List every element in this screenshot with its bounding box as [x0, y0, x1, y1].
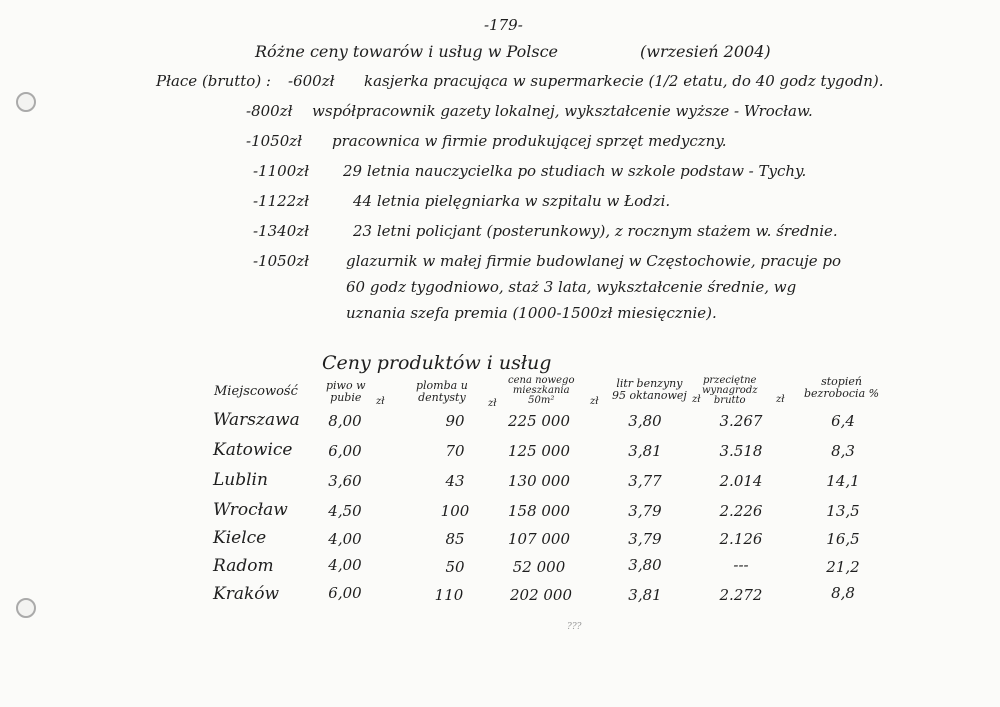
- cell-beer: 4,50: [328, 502, 362, 520]
- cell-flat: 158 000: [507, 502, 571, 520]
- cell-petrol: 3,80: [628, 412, 662, 430]
- page-title: Różne ceny towarów i usług w Polsce: [255, 42, 559, 61]
- wage-amount: -800zł: [246, 102, 293, 120]
- cell-beer: 8,00: [328, 412, 362, 430]
- col-header-line: wynagrodz: [702, 385, 758, 396]
- page-date: (wrzesień 2004): [640, 42, 771, 61]
- cell-petrol: 3,81: [628, 586, 662, 604]
- table-title: Ceny produktów i usług: [322, 352, 552, 374]
- cell-unemployment: 8,3: [831, 442, 855, 460]
- cell-beer: 6,00: [328, 442, 362, 460]
- cell-flat: 225 000: [507, 412, 571, 430]
- cell-city: Warszawa: [213, 410, 300, 430]
- cell-city: Wrocław: [213, 500, 288, 520]
- col-header-line: piwo w: [326, 379, 366, 392]
- wage-amount: -1050zł: [253, 252, 310, 270]
- col-header-line: litr benzyny: [616, 377, 683, 390]
- col-header-line: cena nowego: [508, 375, 575, 386]
- cell-flat: 130 000: [507, 472, 571, 490]
- cell-city: Lublin: [213, 470, 268, 490]
- col-header-line: dentysty: [418, 391, 466, 404]
- cell-unemployment: 6,4: [831, 412, 855, 430]
- cell-flat: 52 000: [512, 558, 566, 576]
- col-header-line: przeciętne: [703, 375, 757, 386]
- cell-wage: 2.126: [719, 530, 763, 548]
- page-number: -179-: [484, 16, 523, 34]
- cell-filling: 43: [445, 472, 465, 490]
- cell-petrol: 3,80: [628, 556, 662, 574]
- cell-beer: 4,00: [328, 530, 362, 548]
- wage-description: pracownica w firmie produkującej sprzęt medyczny.: [332, 132, 727, 150]
- wage-description: 29 letnia nauczycielka po studiach w szkole podstaw - Tychy.: [343, 162, 807, 180]
- cell-flat: 125 000: [507, 442, 571, 460]
- col-header-line: mieszkania: [512, 385, 570, 396]
- cell-flat: 107 000: [507, 530, 571, 548]
- cell-filling: 85: [445, 530, 465, 548]
- cell-filling: 70: [445, 442, 465, 460]
- wage-description: kasjerka pracująca w supermarkecie (1/2 etatu, do 40 godz tygodn).: [364, 72, 884, 90]
- cell-petrol: 3,77: [628, 472, 662, 490]
- cell-unemployment: 14,1: [826, 472, 860, 490]
- wages-lead: Płace (brutto) :: [156, 72, 271, 90]
- cell-wage: 2.014: [719, 472, 763, 490]
- cell-unemployment: 16,5: [826, 530, 860, 548]
- col-header-filling: [416, 380, 468, 404]
- cell-wage: ---: [733, 556, 749, 574]
- col-header-wage: [702, 376, 757, 406]
- cell-flat: 202 000: [509, 586, 573, 604]
- binder-hole-bottom: [16, 598, 36, 618]
- col-unit-beer: zł: [376, 396, 385, 407]
- wage-description: współpracownik gazety lokalnej, wykształcenie wyższe - Wrocław.: [312, 102, 813, 120]
- col-header-petrol: [612, 378, 687, 402]
- cell-city: Katowice: [213, 440, 293, 460]
- col-header-line: 50m²: [528, 395, 555, 406]
- wage-continuation: uznania szefa premia (1000-1500zł miesięcznie).: [346, 304, 717, 322]
- col-header-line: stopień: [821, 375, 862, 388]
- col-header-flat: [508, 376, 574, 406]
- wage-amount: -1100zł: [253, 162, 310, 180]
- cell-filling: 100: [440, 502, 470, 520]
- wage-amount: -1122zł: [253, 192, 310, 210]
- wage-amount: -1050zł: [246, 132, 303, 150]
- wage-amount: -1340zł: [253, 222, 310, 240]
- cell-wage: 3.518: [719, 442, 763, 460]
- wage-description: 23 letni policjant (posterunkowy), z rocznym stażem w. średnie.: [353, 222, 838, 240]
- cell-beer: 6,00: [328, 584, 362, 602]
- wage-amount: -600zł: [288, 72, 335, 90]
- cell-city: Radom: [213, 556, 274, 576]
- cell-filling: 50: [445, 558, 465, 576]
- col-header-beer: [326, 380, 366, 404]
- col-unit-filling: zł: [488, 398, 497, 409]
- cell-wage: 2.226: [719, 502, 763, 520]
- col-header-unemployment: [804, 376, 879, 400]
- col-unit-petrol: zł: [692, 394, 701, 405]
- cell-filling: 90: [445, 412, 465, 430]
- cell-unemployment: 8,8: [831, 584, 855, 602]
- wage-description: 44 letnia pielęgniarka w szpitalu w Łodzi.: [353, 192, 671, 210]
- cell-unemployment: 13,5: [826, 502, 860, 520]
- cell-beer: 4,00: [328, 556, 362, 574]
- col-unit-wage: zł: [776, 394, 785, 405]
- col-header-line: brutto: [713, 395, 746, 406]
- wage-description: glazurnik w małej firmie budowlanej w Częstochowie, pracuje po: [346, 252, 842, 270]
- col-header-line: plomba u: [416, 379, 468, 392]
- col-unit-flat: zł: [590, 396, 599, 407]
- wage-continuation: 60 godz tygodniowo, staż 3 lata, wykształcenie średnie, wg: [346, 278, 797, 296]
- col-header-line: pubie: [330, 391, 362, 404]
- cell-petrol: 3,79: [628, 530, 662, 548]
- cell-city: Kielce: [213, 528, 267, 548]
- cell-wage: 2.272: [719, 586, 763, 604]
- cell-city: Kraków: [213, 584, 280, 604]
- cell-petrol: 3,79: [628, 502, 662, 520]
- col-header-line: bezrobocia %: [804, 387, 880, 400]
- col-header-line: 95 oktanowej: [612, 389, 687, 402]
- faint-stamp-mark: ???: [567, 622, 582, 632]
- binder-hole-top: [16, 92, 36, 112]
- cell-beer: 3,60: [328, 472, 362, 490]
- cell-petrol: 3,81: [628, 442, 662, 460]
- cell-filling: 110: [434, 586, 464, 604]
- cell-unemployment: 21,2: [826, 558, 860, 576]
- col-header-city: Miejscowość: [214, 384, 298, 399]
- cell-wage: 3.267: [719, 412, 763, 430]
